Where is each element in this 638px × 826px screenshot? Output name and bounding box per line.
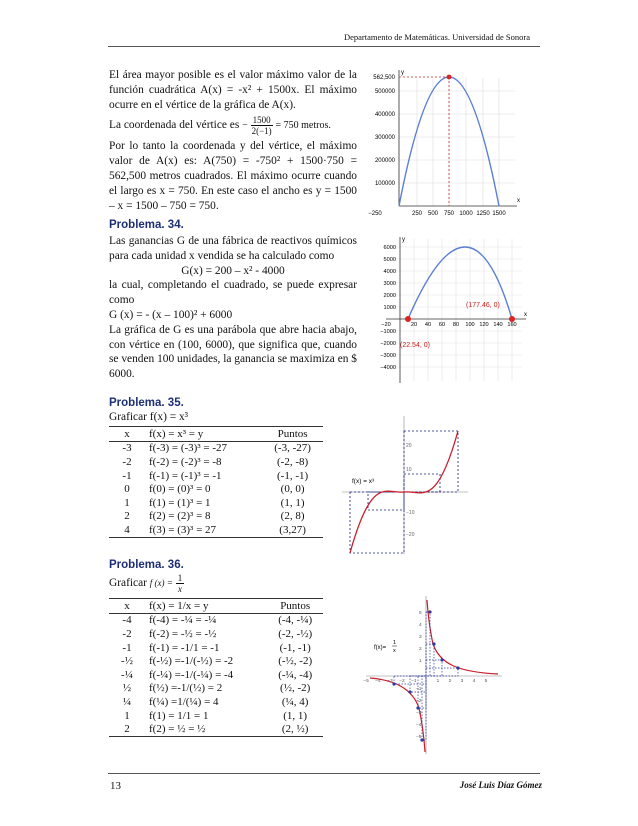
cell: (1, 1) bbox=[283, 709, 308, 722]
x-tick-label: 5 bbox=[484, 679, 488, 684]
data-point bbox=[432, 642, 435, 645]
table-row bbox=[109, 455, 323, 469]
cell: (-1, -1) bbox=[279, 641, 311, 654]
header-rule bbox=[108, 46, 540, 47]
paragraph: la cual, completando el cuadrado, se puede expresar como bbox=[109, 279, 357, 307]
x-tick-label: 20 bbox=[410, 322, 418, 328]
y-tick-label: −2000 bbox=[380, 341, 396, 347]
x-tick-label: 4 bbox=[472, 679, 476, 684]
paragraph: La gráfica de G es una parábola que abre hacia abajo, con vértice en (100, 6000), que significa que, cuando se venden 100 unidades, la ganancia se maximiza en $ 6000. bbox=[109, 323, 357, 381]
profit-parabola-graph bbox=[362, 233, 530, 389]
y-tick-label: 1 bbox=[419, 659, 422, 664]
x-tick-label: 120 bbox=[479, 322, 489, 328]
data-point bbox=[392, 682, 395, 685]
table-row bbox=[109, 722, 323, 736]
vertex-suffix: = 750 metros. bbox=[275, 120, 331, 132]
column-header: f(x) = x³ = y bbox=[145, 427, 262, 442]
equation: G (x) = - (x – 100)² + 6000 bbox=[109, 308, 233, 321]
cell: -2 bbox=[122, 627, 132, 640]
cell: -2 bbox=[122, 455, 132, 468]
cell: -¼ bbox=[121, 668, 133, 681]
y-tick-label: 400000 bbox=[374, 112, 395, 118]
cell: f(2) = (2)³ = 8 bbox=[149, 510, 211, 523]
y-tick-label: 4 bbox=[419, 623, 422, 628]
y-tick-label: 2 bbox=[419, 647, 422, 652]
table-row bbox=[109, 641, 323, 655]
right-root-label: (177.46, 0) bbox=[466, 302, 500, 309]
y-tick-label: −10 bbox=[406, 510, 415, 516]
cell: (3,27) bbox=[262, 523, 323, 537]
section-33-text bbox=[109, 68, 357, 213]
vertex-prefix: La coordenada del vértice es bbox=[109, 119, 240, 132]
column-header: x bbox=[109, 427, 145, 442]
x-tick-label: 500 bbox=[427, 211, 439, 217]
area-parabola-graph bbox=[365, 64, 525, 222]
cube-values-table bbox=[109, 426, 323, 538]
fraction-denominator: 2(−1) bbox=[251, 126, 272, 137]
table-row bbox=[109, 523, 323, 537]
table-row bbox=[109, 668, 323, 682]
table-row bbox=[109, 441, 323, 455]
cell: f(-1) = (-1)³ = -1 bbox=[149, 469, 222, 482]
x-tick-label: 80 bbox=[452, 322, 460, 328]
reciprocal-values-table bbox=[109, 598, 323, 737]
problem-35-title: Problema. 35. bbox=[109, 397, 184, 409]
paragraph: Por lo tanto la coordenada y del vértice, el máximo valor de A(x) es: A(750) = -750² + 1500·750 = 562,500 metros cuadrados. El máximo ocurre cuando el largo es x = 750. En este caso el ancho es y = 1500 – x = 1500 – 750 = 750. bbox=[109, 140, 357, 212]
cell: f(3) = (3)³ = 27 bbox=[145, 523, 262, 537]
column-header: x bbox=[109, 599, 145, 614]
y-tick-label: −4 bbox=[416, 723, 422, 728]
cell: 1 bbox=[124, 709, 130, 722]
y-tick-label: 6000 bbox=[383, 245, 396, 251]
x-tick-label: 3 bbox=[460, 679, 464, 684]
cell: (1, 1) bbox=[280, 496, 305, 509]
problem-34-text bbox=[109, 234, 357, 382]
fraction-numerator: 1 bbox=[177, 573, 183, 583]
table-header-row bbox=[109, 427, 323, 442]
x-axis-label: x bbox=[517, 198, 520, 204]
problem-35-instruction: Graficar f(x) = x³ bbox=[109, 411, 189, 423]
table-row bbox=[109, 682, 323, 696]
cell: f(2) = ½ = ½ bbox=[145, 722, 267, 736]
y-tick-label: −20 bbox=[406, 532, 415, 538]
y-tick-label: 200000 bbox=[374, 158, 395, 164]
y-tick-label: 500000 bbox=[374, 89, 395, 95]
cell: (-2, -½) bbox=[278, 627, 313, 640]
x-tick-label: 100 bbox=[465, 322, 475, 328]
y-tick-label: −4000 bbox=[380, 365, 396, 371]
cell: -½ bbox=[121, 655, 133, 668]
data-point bbox=[416, 706, 419, 709]
label-numerator: 1 bbox=[393, 640, 397, 646]
cell: (-2, -8) bbox=[277, 455, 309, 468]
page-number: 13 bbox=[110, 780, 121, 792]
equation: G(x) = 200 – x² - 4000 bbox=[181, 264, 285, 277]
cell: f(-4) = -¼ = -¼ bbox=[149, 614, 217, 627]
cell: -3 bbox=[122, 442, 132, 455]
x-tick-label: −2 bbox=[399, 679, 405, 684]
y-tick-label: −3 bbox=[416, 711, 422, 716]
paragraph: El área mayor posible es el valor máximo valor de la función cuadrática A(x) = -x² + 1500x. El máximo ocurre en el vértice de la gráfica de A(x). bbox=[109, 69, 357, 111]
cell: f(-3) = (-3)³ = -27 bbox=[149, 442, 228, 455]
x-tick-label: 250 bbox=[411, 211, 423, 217]
x-tick-label: −250 bbox=[368, 211, 382, 217]
cell: f(-½) =-1/(-½) = -2 bbox=[149, 655, 234, 668]
y-tick-label: 100000 bbox=[374, 181, 395, 187]
cell: f(¼) =1/(¼) = 4 bbox=[149, 695, 219, 708]
cell: 0 bbox=[124, 483, 130, 496]
paragraph: Las ganancias G de una fábrica de reactivos químicos para cada unidad x vendida se ha calculado como bbox=[109, 235, 357, 262]
cell: f(0) = (0)³ = 0 bbox=[149, 483, 211, 496]
vertex-fraction bbox=[251, 115, 273, 136]
cell: f(-2) = -½ = -½ bbox=[149, 627, 217, 640]
column-header: Puntos bbox=[262, 427, 323, 442]
cell: f(-1) = -1/1 = -1 bbox=[149, 641, 220, 654]
y-tick-label: 20 bbox=[406, 443, 412, 449]
cell: f(1) = (1)³ = 1 bbox=[149, 496, 211, 509]
table-row bbox=[109, 510, 323, 524]
cell: f(1) = 1/1 = 1 bbox=[149, 709, 209, 722]
x-axis-label: x bbox=[524, 312, 527, 318]
data-point bbox=[456, 666, 459, 669]
fraction-denominator: x bbox=[177, 584, 182, 594]
table-row bbox=[109, 469, 323, 483]
function-label: f(x)= bbox=[374, 645, 387, 651]
x-tick-label: 60 bbox=[438, 322, 446, 328]
cell: ½ bbox=[122, 682, 132, 695]
right-branch-curve bbox=[427, 600, 498, 674]
cell: 1 bbox=[124, 496, 130, 509]
problem-36-instruction bbox=[109, 573, 184, 594]
problem-34-title: Problema. 34. bbox=[109, 219, 184, 231]
table-row bbox=[109, 482, 323, 496]
cell: -1 bbox=[122, 469, 132, 482]
cell: (¼, 4) bbox=[281, 695, 309, 708]
table-row bbox=[109, 627, 323, 641]
y-tick-label: −2 bbox=[416, 699, 422, 704]
cell: -4 bbox=[122, 614, 132, 627]
y-tick-label: 1000 bbox=[383, 305, 396, 311]
cell: (2, 8) bbox=[280, 510, 305, 523]
minus-sign: − bbox=[242, 120, 248, 132]
table-row bbox=[109, 709, 323, 723]
y-tick-label: 5000 bbox=[383, 257, 396, 263]
y-axis-label: y bbox=[402, 237, 405, 243]
x-tick-label: −20 bbox=[381, 322, 391, 328]
cell: (-¼, -4) bbox=[278, 668, 313, 681]
vertex-point bbox=[447, 75, 452, 80]
table-row bbox=[109, 613, 323, 627]
data-point bbox=[440, 658, 443, 661]
x-tick-label: 1 bbox=[436, 679, 440, 684]
x-tick-label: −1 bbox=[411, 679, 417, 684]
x-tick-label: 750 bbox=[443, 211, 455, 217]
cell: (-½, -2) bbox=[278, 655, 313, 668]
cell: 2 bbox=[124, 510, 130, 523]
page-header: Departamento de Matemáticas. Universidad de Sonora bbox=[344, 32, 530, 42]
cell: (0, 0) bbox=[280, 483, 305, 496]
y-tick-label: 5 bbox=[419, 611, 422, 616]
y-tick-label: 2000 bbox=[383, 293, 396, 299]
cell: f(-2) = (-2)³ = -8 bbox=[149, 455, 222, 468]
x-tick-label: −5 bbox=[363, 679, 369, 684]
data-point bbox=[428, 610, 431, 613]
reciprocal-fraction bbox=[176, 573, 185, 594]
table-header-row bbox=[109, 599, 323, 614]
vertex-line bbox=[109, 115, 357, 136]
x-tick-label: 40 bbox=[424, 322, 432, 328]
y-tick-label: 300000 bbox=[374, 135, 395, 141]
cell: (-3, -27) bbox=[274, 442, 311, 455]
x-tick-label: 160 bbox=[507, 322, 517, 328]
x-tick-label: 1250 bbox=[476, 211, 490, 217]
y-tick-label: −1 bbox=[416, 687, 422, 692]
label-denominator: x bbox=[393, 648, 396, 654]
y-axis-label: y bbox=[401, 70, 404, 76]
cell: 2 bbox=[109, 722, 145, 736]
cell: f(-¼) =-1/(-¼) = -4 bbox=[149, 668, 234, 681]
y-tick-label: 3000 bbox=[383, 281, 396, 287]
fraction-numerator: 1500 bbox=[252, 115, 271, 126]
y-tick-label: −5 bbox=[416, 735, 422, 740]
cell: -1 bbox=[122, 641, 132, 654]
reciprocal-graph bbox=[364, 592, 504, 756]
instruction-text: Graficar bbox=[109, 577, 147, 590]
y-tick-label: −1000 bbox=[380, 329, 396, 335]
y-tick-label: 10 bbox=[406, 467, 412, 473]
function-notation: f (x) = bbox=[149, 578, 173, 589]
x-tick-label: 1500 bbox=[492, 211, 506, 217]
table-row bbox=[109, 695, 323, 709]
table-row bbox=[109, 654, 323, 668]
cell: (2, ½) bbox=[267, 722, 323, 736]
column-header: Puntos bbox=[267, 599, 323, 614]
x-tick-label: 1000 bbox=[459, 211, 473, 217]
data-point bbox=[408, 690, 411, 693]
table-row bbox=[109, 496, 323, 510]
function-label: f(x) = x³ bbox=[352, 478, 375, 485]
x-tick-label: −4 bbox=[375, 679, 381, 684]
y-tick-label: 4000 bbox=[383, 269, 396, 275]
cell: f(½) =-1/(½) = 2 bbox=[149, 682, 223, 695]
cubic-graph bbox=[342, 414, 468, 556]
cell: (½, -2) bbox=[280, 682, 311, 695]
cell: 4 bbox=[109, 523, 145, 537]
problem-36-title: Problema. 36. bbox=[109, 559, 184, 571]
y-tick-label: 3 bbox=[419, 635, 422, 640]
cell: ¼ bbox=[122, 695, 132, 708]
x-tick-label: 140 bbox=[493, 322, 503, 328]
cell: (-4, -¼) bbox=[278, 614, 313, 627]
author-name: José Luis Díaz Gómez bbox=[459, 780, 542, 790]
column-header: f(x) = 1/x = y bbox=[145, 599, 267, 614]
footer-rule bbox=[108, 773, 540, 774]
y-tick-label: 562,500 bbox=[373, 75, 395, 81]
x-tick-label: 2 bbox=[448, 679, 452, 684]
x-tick-label: −3 bbox=[387, 679, 393, 684]
y-tick-label: −3000 bbox=[380, 353, 396, 359]
cell: (-1, -1) bbox=[277, 469, 309, 482]
left-root-label: (22.54, 0) bbox=[400, 342, 430, 349]
